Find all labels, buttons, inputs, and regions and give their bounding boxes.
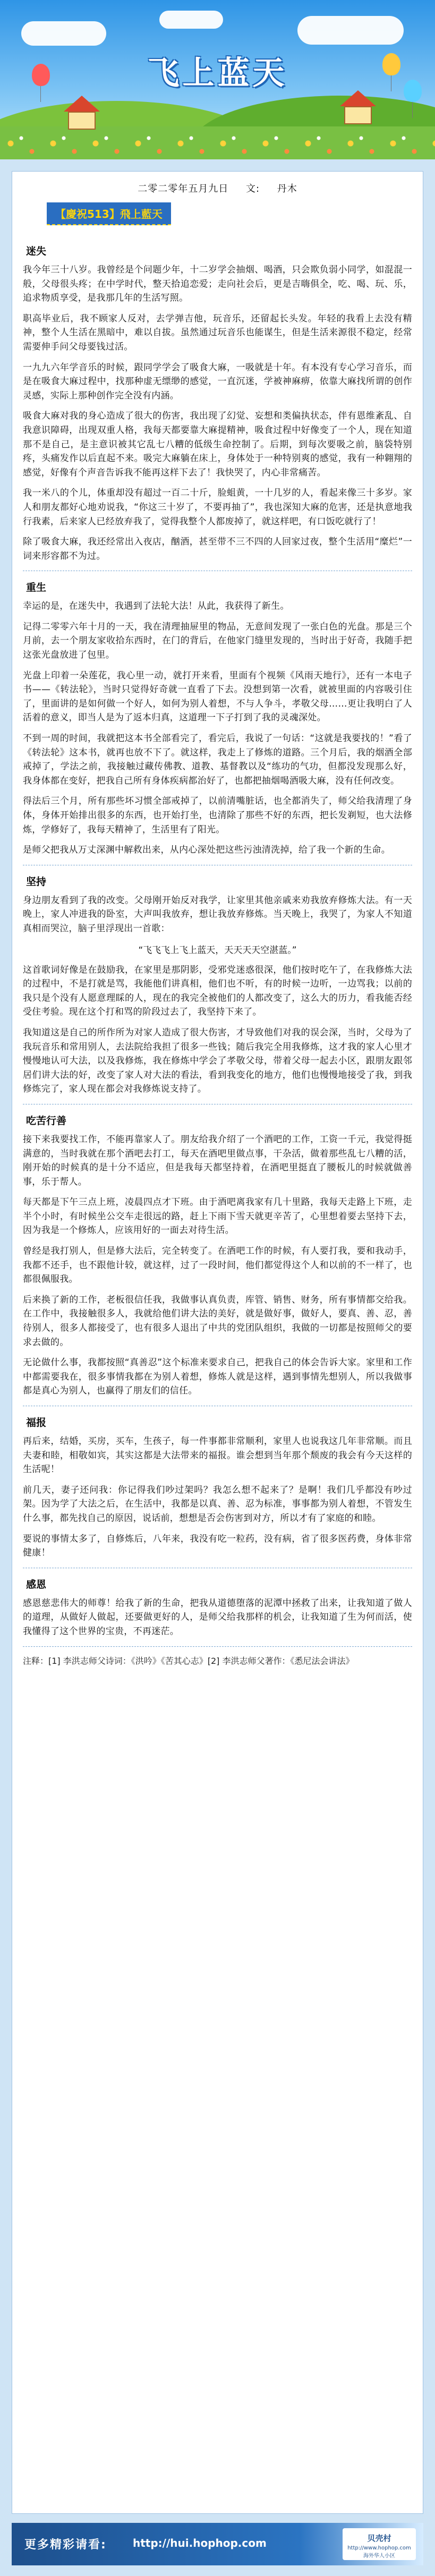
paragraph: 不到一周的时间，我就把这本书全部看完了，看完后，我说了一句话：“这就是我要找的！”看了《转法轮》这本书，就再也放不下了。就这样，我走上了修炼的道路。三个月后，我的烟酒全部戒掉了，学法之前，我接触过藏传佛教、道教、基督教以及“练功的气功，但都没发现那么好，我身体都在变好，把我自己所有身体疾病都治好了，也都把抽烟喝酒吸大麻，没有任何改变。 xyxy=(23,733,412,786)
section-title: 重生 xyxy=(26,582,47,594)
paragraph: 我一米八的个儿，体重却没有超过一百二十斤，脸蛆黄，一十几岁的人，看起来像三十多岁。家人和朋友都好心地劝说我，“你这三十岁了，不要再抽了”，我也深知大麻的危害，还是执意地我行我素，后来家人已经放弃我了，觉得我整个人都废掉了，就这样吧，有口饭吃就行了！ xyxy=(23,488,412,527)
paragraph: 这首歌词好像是在鼓励我，在家里是那阴影，受邪党迷惑很深，他们按时吃午了，在我修炼大法的过程中，不是打就是骂，我能他们讲真相，他们也不听，有的时候一边听，一边骂我；以前的我只是个没有人愿意理睬的人，现在的我完全被他们的人都改变了，这么大的历力，看我能否经受住考验。现在这个打和骂的阶段过去了，我坚持下来了。 xyxy=(23,964,412,1018)
site-logo[interactable] xyxy=(343,2528,416,2560)
paragraph: 一九九六年学音乐的时候，跟同学学会了吸食大麻，一吸就是十年。有本没有专心学习音乐，而是在吸食大麻过程中，找那种虚无缥缈的感觉，一直沉迷，学被神麻痹，依靠大麻找所谓的创作灵感，实际上那种创作完全没有内涵。 xyxy=(23,362,412,401)
paragraph: 感恩慈悲伟大的师尊！给我了新的生命，把我从道德堕落的泥潭中拯救了出来，让我知道了做人的道理，从做好人做起，还要做更好的人，是师父给我那样的机会，让我知道了生为何而活，使我懂得了这个世界的宝贵，不再迷茫。 xyxy=(23,1597,412,1637)
footer-bar xyxy=(12,2523,423,2565)
paragraph: 曾经是我打别人，但是修大法后，完全转变了。在酒吧工作的时候，有人要打我，要和我动手，我都不还手，也不跟他计较，就这样，过了一段时间，他们都觉得这个人和以前的不一样了，也都很佩服我。 xyxy=(23,1246,412,1285)
paragraph: 前几天，妻子还问我：你记得我们吵过架吗？我怎么想不起来了？是啊！我们几乎都没有吵过架。因为学了大法之后，在生活中，我都是以真、善、忍为标准，事事都为别人着想，不管发生什么事，都先找自己的原因，说话前，想想是否会伤害到对方，所以才有了家庭的和睦。 xyxy=(23,1484,412,1524)
paragraph: 要说的事情太多了，自修炼后，八年来，我没有吃一粒药，没有病，省了很多医药费，身体非常健康！ xyxy=(23,1533,412,1559)
song-lyric: “飞飞飞上飞上蓝天，天天天天空湛蓝。” xyxy=(138,945,297,956)
article-panel xyxy=(12,171,423,2514)
section-title: 吃苦行善 xyxy=(26,1115,67,1127)
byline xyxy=(23,181,412,195)
paragraph: 吸食大麻对我的身心造成了很大的伤害，我出现了幻觉、妄想和类偏执状态，伴有恩维紊乱、自我意识障碍，出现双重人格，我每天都要靠大麻提精神，吸食过程中好像变了一个人，现在知道那不是自己，是主意识被其它乱七八糟的低级生命控制了。后期，到每次要吸之前，脑袋特别疼，头痛发作以后直起不来。吸完大麻躺在床上，身体处于一种特别爽的感觉，我有一种翱翔的感觉，好像有个声音告诉我不能再这样下去了！我快哭了，内心非常痛苦。 xyxy=(23,411,412,478)
more-label: 更多精彩请看: xyxy=(24,2538,107,2552)
logo-tagline: 海外华人小区 xyxy=(363,2553,395,2559)
cloud-decoration xyxy=(297,16,404,45)
paragraph: 后来换了新的工作，老板很信任我，我做事认真负责，库管、销售、财务，所有事情都交给我。在工作中，我接触很多人，我就给他们讲大法的美好，就是做好事，做好人，要真、善、忍，善待别人，很多人都接受了，也有很多人退出了中共的党团队组织，我做的一切都是按照师父的要求去做的。 xyxy=(23,1294,412,1348)
paragraph: 得法后三个月，所有那些坏习惯全部戒掉了，以前清嘴脏话，也全都消失了，师父给我清理了身体，身体开始排出很多的东西，也开始打坐，也清除了那些不好的东西，把长发剃短，也大法修炼，学修好了，我每天精神了，生活里有了阳光。 xyxy=(23,796,412,835)
paragraph: 职高毕业后，我不顾家人反对，去学弹吉他，玩音乐，还留起长头发。年轻的我看上去没有精神，整个人生活在黑暗中，难以自拔。虽然通过玩音乐也能谋生，但是生活来源很不稳定，经常需要伸手问父母要钱过活。 xyxy=(23,313,412,352)
section-divider xyxy=(23,1646,412,1647)
footer-link[interactable]: http://hui.hophop.com xyxy=(133,2537,267,2549)
house-icon xyxy=(340,90,376,124)
paragraph: 无论做什么事，我都按照“真善忍”这个标准来要求自己，把我自己的体会告诉大家。家里和工作中都需要我在，很多事情我都在为别人着想，修炼人就是这样，遇到事情先想别人，所以我做事都是真心为别人，也赢得了朋友们的信任。 xyxy=(23,1357,412,1397)
paragraph: 是师父把我从万丈深渊中解救出来，从内心深处把这些污浊清洗掉，给了我一个新的生命。 xyxy=(23,845,390,856)
paragraph: 我知道这是自己的所作所为对家人造成了很大伤害，才导致他们对我的误会深，当时，父母为了我玩音乐和常用别人，去法院给我担了很多一些钱；随后我完全用我修炼，这才我的家人心里才慢慢地认可大法，以及我修炼，我在修炼中学会了孝敬父母，带着父母一起去小区，跟朋友跟邻居们讲大法的好，改变了家人对大法的看法，看到我变化的地方，他们也慢慢地接受了我，到我修炼完了，家人现在都会对我修炼说支持了。 xyxy=(23,1027,412,1095)
paragraph: 光盘上印着一朵莲花，我心里一动，就打开来看，里面有个视频《风雨天地行》，还有一本电子书——《转法轮》，当时只觉得好奇就一直看了下去。没想到第一次看，就被里面的内容吸引住了，里面讲的是如何做一个好人，如何为别人着想，不与人争斗，孝敬父母……更让我明白了人活着的意义，即当人是为了返本归真，这道理一下子打到了我的灵魂深处。 xyxy=(23,670,412,724)
logo-url: http://www.hophop.com xyxy=(347,2545,411,2551)
paragraph: 除了吸食大麻，我还经常出入夜店，酗酒，甚至带不三不四的人回家过夜，整个生活用“糜烂”一词来形容都不为过。 xyxy=(23,537,412,562)
paragraph: 我今年三十八岁。我曾经是个问题少年，十二岁学会抽烟、喝酒，只会欺负弱小同学，如混混一般，父母很头疼；在中学时代，整天拾追恋爱；走向社会后，更是吉嗨俱全，吃、喝、玩、乐，追求物质享受，是我那几年的生活写照。 xyxy=(23,265,412,304)
cloud-decoration xyxy=(21,21,106,46)
banner-title: 飞上蓝天 xyxy=(147,55,288,92)
article-headline: 【慶祝513】飛上藍天 xyxy=(47,202,171,225)
flowers-decoration xyxy=(0,133,435,159)
section-title: 感恩 xyxy=(26,1578,47,1591)
header-banner xyxy=(0,0,435,159)
footnote: 注释：[1] 李洪志师父诗词：《洪吟》《苦其心志》[2] 李洪志师父著作：《悉尼法会讲法》 xyxy=(23,1655,354,1666)
author-label: 文: xyxy=(245,183,260,194)
paragraph: 幸运的是，在迷失中，我遇到了法轮大法！从此，我获得了新生。 xyxy=(23,601,289,612)
section-title: 福报 xyxy=(26,1417,47,1429)
section-title: 坚持 xyxy=(26,875,47,888)
author-name: 丹木 xyxy=(277,183,297,194)
house-icon xyxy=(64,96,100,130)
logo-name: 贝壳村 xyxy=(367,2534,391,2543)
cloud-decoration xyxy=(159,11,223,29)
section-title: 迷失 xyxy=(26,245,47,257)
paragraph: 每天都是下午三点上班，凌晨四点才下班。由于酒吧离我家有几十里路，我每天走路上下班，走半个小时，有时候坐公交车走很远的路，赶上下雨下雪天就更辛苦了，心里想着要去坚持下去，因为我是一个修炼人，应该用好的一面去对待生活。 xyxy=(23,1197,412,1236)
paragraph: 再后来，结婚，买房，买车，生孩子，每一件事都非常顺利，家里人也说我这几年非常顺。而且夫妻和睦，相敬如宾，其实这都是大法带来的福报。谁会想到当年那个颓废的我会有今天这样的生活呢！ xyxy=(23,1436,412,1475)
paragraph: 接下来我要找工作，不能再靠家人了。朋友给我介绍了一个酒吧的工作，工资一千元，我觉得挺满意的，当时我就在那个酒吧去打工，每天在酒吧里做点事，干杂活，做着那些乱七八糟的活，刚开始的时候真的是十分不适应，但是我每天都坚持着，在酒吧里挺直了腰板儿的时候就做善事，乐于帮人。 xyxy=(23,1134,412,1187)
paragraph: 身边朋友看到了我的改变。父母刚开始反对我学，让家里其他亲戚来劝我放弃修炼大法。有一天晚上，家人冲进我的卧室，大声叫我放弃，想让我放弃修炼。当天晚上，我哭了，为家人不知道真相而哭泣，脑子里浮现出一首歌： xyxy=(23,895,412,934)
article-date: 二零二零年五月九日 xyxy=(138,183,229,194)
paragraph: 记得二零零六年十月的一天，我在清理抽屉里的物品，无意间发现了一张白色的光盘。那是三个月前，去一个朋友家收拾东西时，在门的背后，在他家门缝里发现的，当时出于好奇，我随手把这张光盘放进了包里。 xyxy=(23,621,412,661)
